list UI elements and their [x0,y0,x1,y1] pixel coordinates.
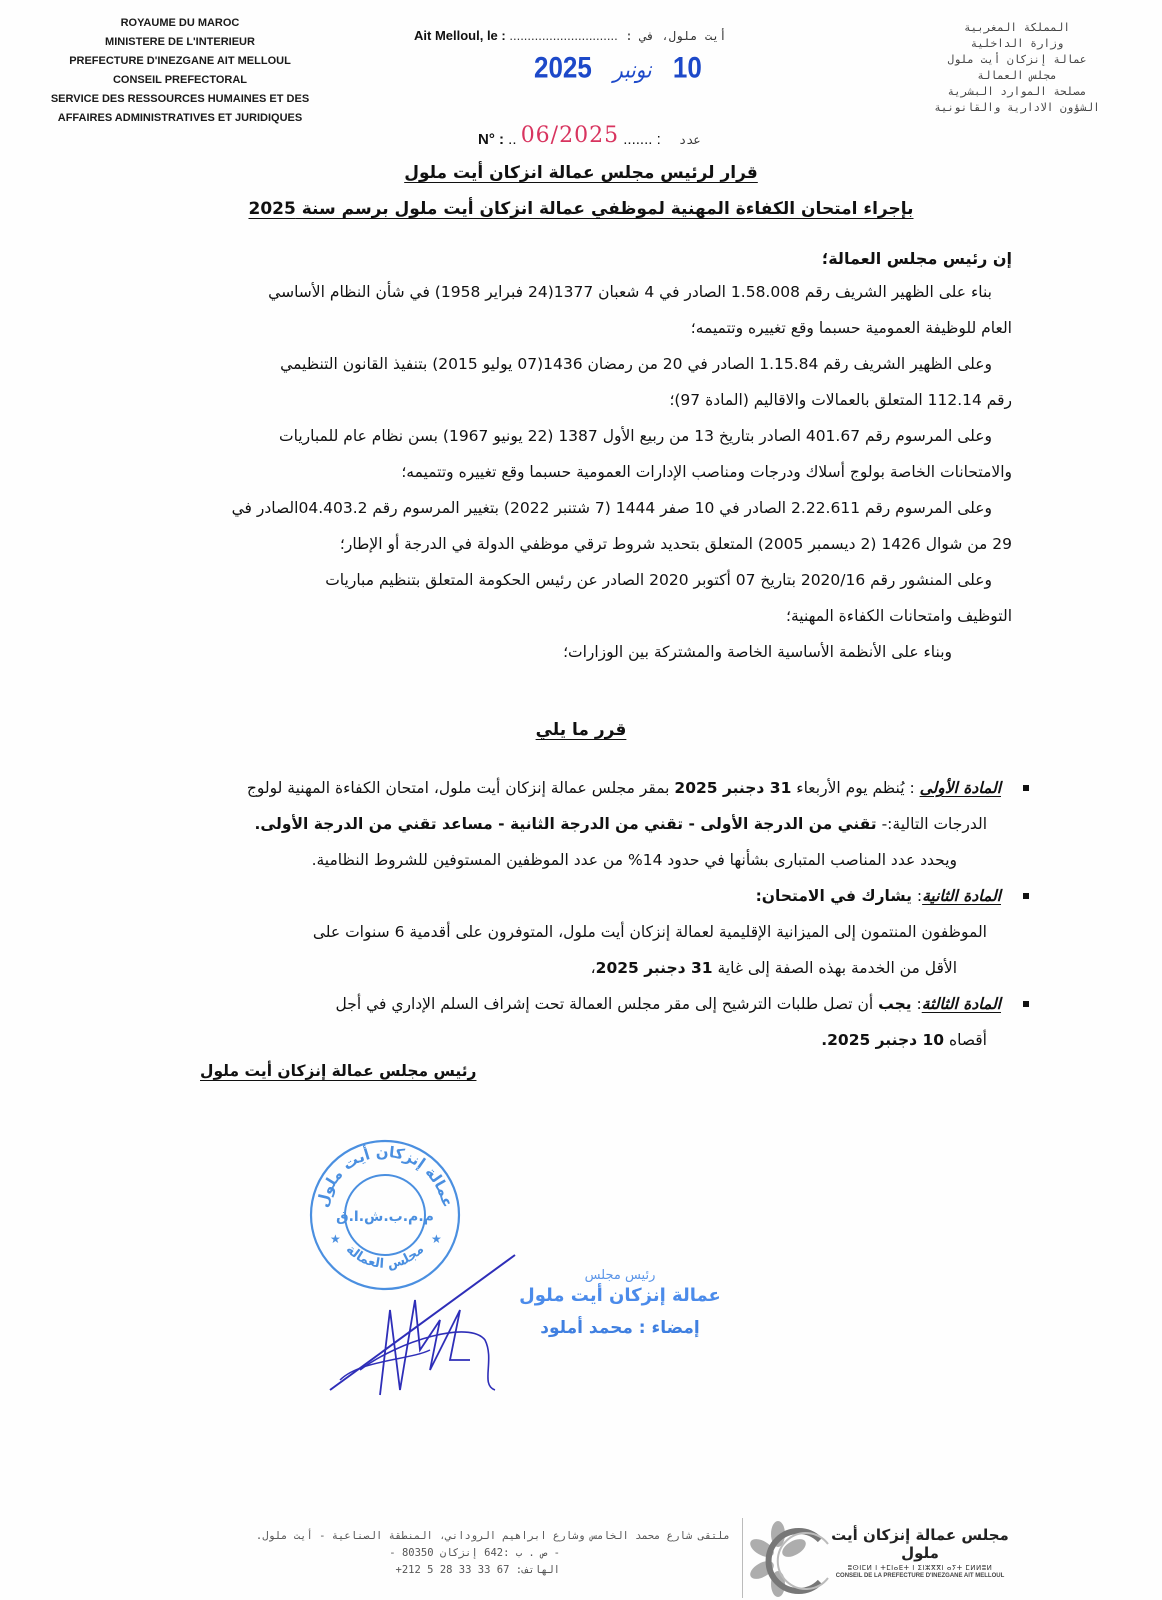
preamble-para-2-first: وعلى الظهير الشريف رقم 1.15.84 الصادر في 20 من رمضان 1436(07 يوليو 2015) بتنفيذ القانون التنظيمي [280,355,992,373]
article-2-heading: المادة الثانية [922,887,1001,905]
article-2-line-2: الموظفون المنتمون إلى الميزانية الإقليمية لعمالة إنزكان أيت ملول، المتوفرون على أقدمية 6 سنوات على [312,923,987,941]
header-ar-line: عمالة إنزكان أيت ملول [947,53,1087,66]
article-2-text: يشارك في الامتحان: [755,887,912,905]
header-ar-line: مصلحة الموارد البشرية [947,85,1087,98]
header-fr-line: MINISTERE DE L'INTERIEUR [105,36,255,48]
date-dots: .............................. [509,28,618,43]
preamble-para-4-first: وعلى المرسوم رقم 2.22.611 الصادر في 10 صفر 1444 (7 شتنبر 2022) بتغيير المرسوم رقم 04.403.2الصادر في [231,499,992,517]
council-brand [830,1526,1010,1579]
preamble-para-3-rest: والامتحانات الخاصة بولوج أسلاك ودرجات ومناصب الإدارات العمومية حسبما وقع تغييره وتتميمه؛ [401,463,1012,481]
number-handwritten-value: 06/2025 [520,123,620,148]
signature-stamp-line-1: رئيس مجلس [584,1268,656,1283]
date-line [414,28,727,43]
header-ar-line: وزارة الداخلية [970,37,1064,50]
preamble-para-1-rest: العام للوظيفة العمومية حسبما وقع تغييره وتتميمه؛ [690,319,1012,337]
stamp-outer-bottom-text: مجلس العمالة [342,1242,428,1273]
preamble-para-3-first: وعلى المرسوم رقم 401.67 الصادر بتاريخ 13 من ربيع الأول 1387 (22 يونيو 1967) بسن نظام عام للمباريات [279,427,992,445]
stamp-center-text: م.م.ب.ش.ا.ق [336,1209,434,1225]
article-2-line-1 [147,878,1017,914]
footer-address-line: ملتقى شارع محمد الخامس وشارع ابراهيم الروداني، المنطقة الصناعية - أيت ملول. [255,1530,730,1542]
number-label-ar: عدد [678,133,701,147]
article-1-line-1 [147,770,1017,806]
header-ar-line: الشؤون الادارية والقانونية [934,101,1100,114]
article-1-date: 31 دجنبر 2025 [674,779,792,797]
article-1-line-3: ويحدد عدد المناصب المتبارى بشأنها في حدود 14% من عدد الموظفين المستوفين للشروط النظامية. [311,851,957,869]
header-ar-line: المملكة المغربية [964,21,1070,34]
article-3-text-a: يجب [878,995,912,1013]
brand-name-tifinagh: ⵓⵙⵏⵎⵍ ⵏ ⵜⵎⵏⴰⴹⵜ ⵏ ⵉⵏⵣⴳⴳⵏ ⴰⵢⵜ ⵎⵍⵍⵓⵍ [847,1564,993,1572]
decision-subject: بإجراء امتحان الكفاءة المهنية لموظفي عمالة انزكان أيت ملول برسم سنة 2025 [248,199,914,219]
article-1-text-c: بمقر مجلس عمالة إنزكان أيت ملول، امتحان الكفاءة المهنية لولوج [246,779,675,797]
header-fr-line: SERVICE DES RESSOURCES HUMAINES ET DES [50,93,310,105]
signature-stamp-line-2: عمالة إنزكان أيت ملول [519,1285,721,1306]
preamble [142,244,1012,670]
number-dots-left: .. [508,131,517,148]
header-fr-line: ROYAUME DU MAROC [120,17,240,29]
preamble-para-5-rest: التوظيف وامتحانات الكفاءة المهنية؛ [786,607,1012,625]
date-label-ar: أيت ملول، في : [625,29,727,43]
brand-name-ar: مجلس عمالة إنزكان أيت ملول [831,1526,1009,1562]
handwritten-signature [320,1250,530,1400]
preamble-para-5-first: وعلى المنشور رقم 2020/16 بتاريخ 07 أكتوبر 2020 الصادر عن رئيس الحكومة المتعلق بتنظيم مباريات [325,571,992,589]
header-fr-line: AFFAIRES ADMINISTRATIVES ET JURIDIQUES [57,112,303,124]
stamp-outer-top-text: عمالة إنزكان أيت ملول [313,1142,457,1210]
articles [147,770,1017,1058]
article-3-deadline: 10 دجنبر 2025. [821,1031,945,1049]
article-2-line-3 [147,950,1017,986]
article-1-sep: : [904,779,920,797]
reference-number [478,125,701,150]
preamble-intro: إن رئيس مجلس العمالة؛ [821,249,1012,268]
article-1-line-2 [147,806,1017,842]
preamble-para-6: وبناء على الأنظمة الأساسية الخاصة والمشتركة بين الوزارات؛ [563,643,952,661]
number-label-fr: N° : [478,131,504,148]
header-fr-line: CONSEIL PREFECTORAL [112,74,248,86]
article-2-sep: : [911,887,923,905]
article-2-date: 31 دجنبر 2025 [595,959,713,977]
signature-stamp [500,1268,740,1338]
article-1-grades: تقني من الدرجة الأولى - تقني من الدرجة الثانية - مساعد تقني من الدرجة الأولى. [254,815,877,833]
decision-title: قرار لرئيس مجلس عمالة انزكان أيت ملول [404,163,758,183]
article-1-grades-label: الدرجات التالية:- [876,815,987,833]
signature-stamp-line-3: إمضاء : محمد أملود [540,1318,700,1338]
footer-address-line: - ص . ب :642 إنزكان 80350 - [389,1547,560,1559]
header-fr-line: PREFECTURE D'INEZGANE AIT MELLOUL [69,55,291,67]
date-stamp [520,50,702,86]
date-label-fr: Ait Melloul, le : [414,28,506,43]
footer-divider [742,1518,743,1598]
preamble-para-2-rest: رقم 112.14 المتعلق بالعمالات والاقاليم (المادة 97)؛ [669,391,1012,409]
brand-name-fr: CONSEIL DE LA PREFECTURE D'INEZGANE AIT MELLOUL [835,1573,1005,1579]
date-stamp-month: نونبر [613,57,652,84]
article-3-line-2a: أقصاه [944,1031,987,1049]
article-3-heading: المادة الثالثة [921,995,1001,1013]
stamp-star-icon: ★ [330,1232,341,1246]
article-3-sep: : [911,995,922,1013]
council-logo-icon [748,1520,838,1598]
article-2-line-3a: الأقل من الخدمة بهذه الصفة إلى غاية [712,959,957,977]
date-stamp-day: 10 [672,49,702,85]
signatory-title: رئيس مجلس عمالة إنزكان أيت ملول [200,1062,477,1080]
header-arabic [902,20,1132,116]
header-ar-line: مجلس العمالة [977,69,1057,82]
stamp-star-icon: ★ [431,1232,442,1246]
article-2-line-3c: ، [590,959,596,977]
article-3-line-1 [147,986,1017,1022]
article-1-heading: المادة الأولى [919,779,1001,797]
article-1-text-a: يُنظم يوم الأربعاء [791,779,905,797]
date-stamp-year: 2025 [534,49,592,85]
number-dots-right: ....... : [623,131,661,148]
footer-address-line: الهاتف: 67 33 33 28 5 212+ [395,1564,560,1576]
article-3-text-b: أن تصل طلبات الترشيح إلى مقر مجلس العمالة تحت إشراف السلم الإداري في أجل [335,995,879,1013]
decision-heading: قرر ما يلي [535,720,627,740]
footer-address [100,1528,740,1579]
preamble-para-4-rest: 29 من شوال 1426 (2 ديسمبر 2005) المتعلق بتحديد شروط ترقي موظفي الدولة في الدرجة أو الإطار؛ [339,535,1012,553]
article-3-line-2 [147,1022,1017,1058]
preamble-para-1-first: بناء على الظهير الشريف رقم 1.58.008 الصادر في 4 شعبان 1377(24 فبراير 1958) في شأن النظام الأساسي [268,283,992,301]
header-french [40,14,320,128]
